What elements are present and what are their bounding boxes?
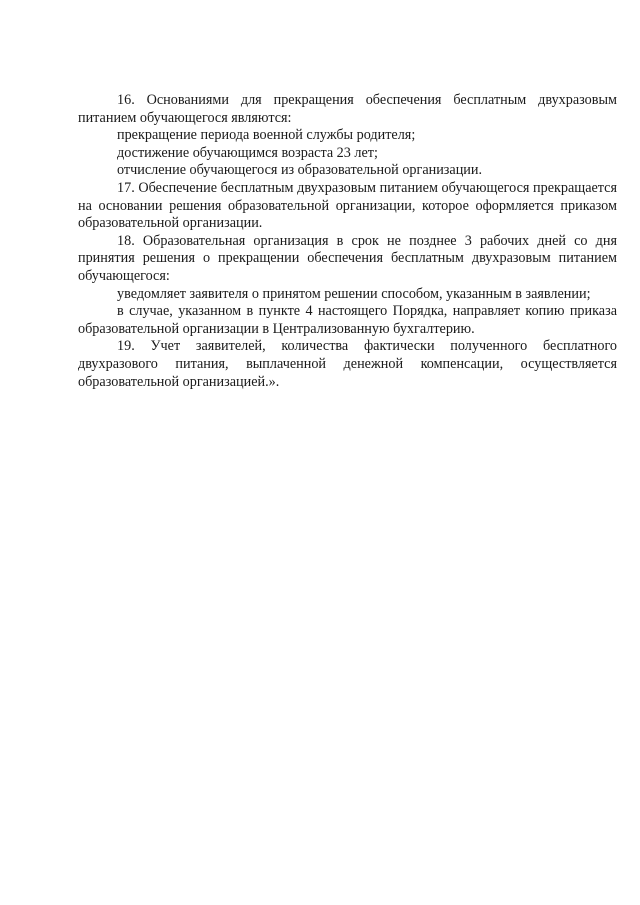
paragraph-18-item-2: в случае, указанном в пункте 4 настоящего Порядка, направляет копию приказа образовательной организации в Централизованную бухгалтерию. xyxy=(78,303,617,337)
document-body xyxy=(78,92,617,391)
paragraph-16-item-2: достижение обучающимся возраста 23 лет; xyxy=(117,144,378,161)
paragraph-19: 19. Учет заявителей, количества фактически полученного бесплатного двухразового питания, выплаченной денежной компенсации, осуществляется образовательной организацией.». xyxy=(78,338,617,390)
paragraph-16-item-1: прекращение периода военной службы родителя; xyxy=(117,127,416,144)
paragraph-18: 18. Образовательная организация в срок не позднее 3 рабочих дней со дня принятия решения о прекращении обеспечения бесплатным двухразовым питанием обучающегося: xyxy=(78,232,617,284)
paragraph-16: 16. Основаниями для прекращения обеспечения бесплатным двухразовым питанием обучающегося являются: xyxy=(78,92,617,126)
paragraph-18-item-1: уведомляет заявителя о принятом решении способом, указанным в заявлении; xyxy=(117,285,591,302)
paragraph-16-item-3: отчисление обучающегося из образовательной организации. xyxy=(117,162,483,179)
paragraph-17: 17. Обеспечение бесплатным двухразовым питанием обучающегося прекращается на основании решения образовательной организации, которое оформляется приказом образовательной организации. xyxy=(78,179,617,232)
